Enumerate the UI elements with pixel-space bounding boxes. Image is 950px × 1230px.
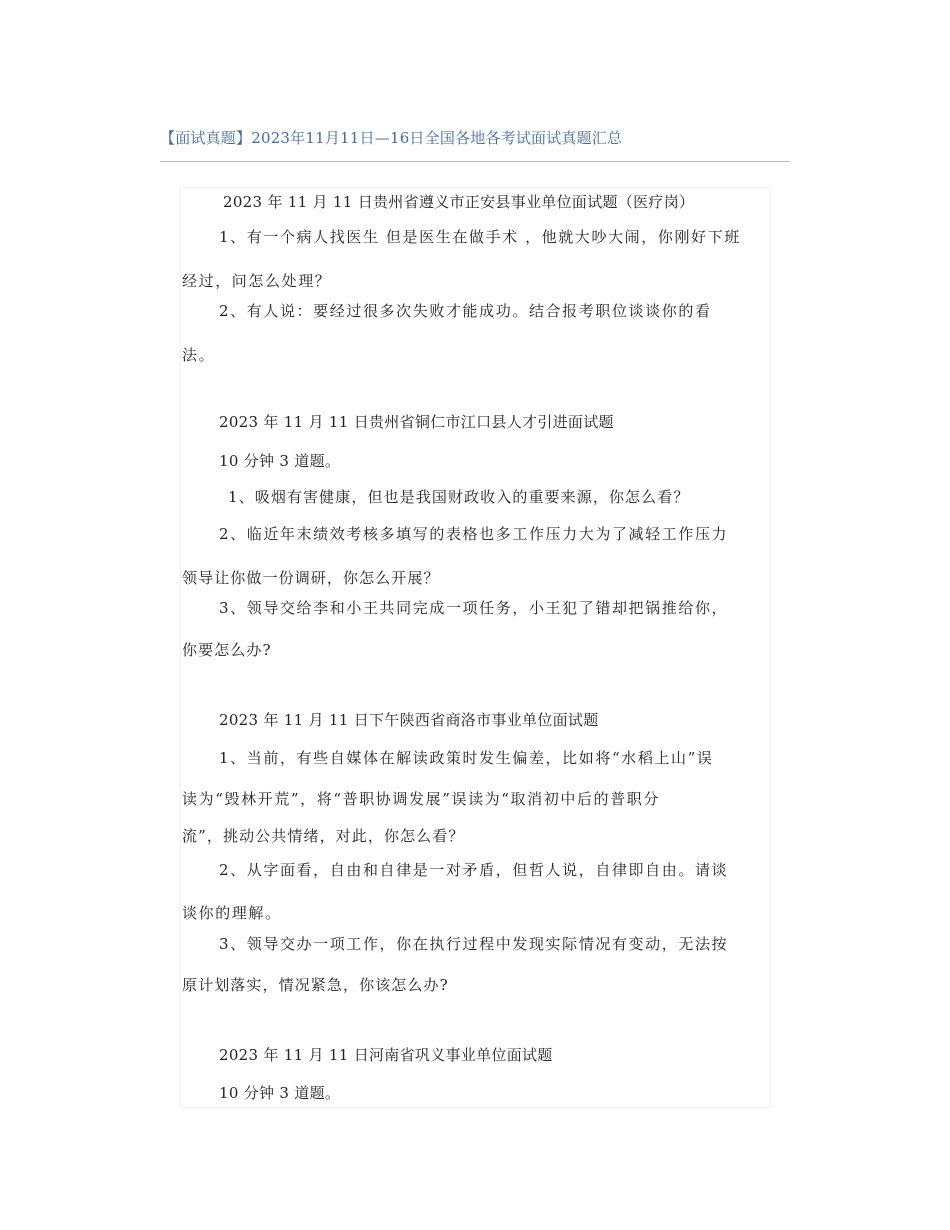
paragraph-line: 1、有一个病人找医生 但是医生在做手术 ，他就大吵大闹，你刚好下班: [219, 228, 741, 246]
paragraph-line: 10 分钟 3 道题。: [219, 1084, 341, 1102]
paragraph-line: 经过，问怎么处理？: [182, 272, 332, 290]
title-divider: [160, 161, 790, 162]
paragraph-line: 流”，挑动公共情绪，对此，你怎么看？: [182, 827, 465, 845]
section-heading: 2023 年 11 月 11 日贵州省遵义市正安县事业单位面试题（医疗岗）: [223, 193, 695, 211]
paragraph-line: 3、领导交给李和小王共同完成一项任务，小王犯了错却把锅推给你，: [219, 599, 729, 617]
paragraph-line: 谈你的理解。: [182, 904, 282, 922]
document-title: 【面试真题】2023年11月11日—16日全国各地各考试面试真题汇总: [160, 129, 623, 147]
paragraph-line: 读为“毁林开荒”，将“普职协调发展”误读为“取消初中后的普职分: [182, 790, 660, 808]
paragraph-line: 1、吸烟有害健康，但也是我国财政收入的重要来源，你怎么看？: [228, 488, 690, 506]
paragraph-line: 你要怎么办?: [182, 641, 272, 659]
paragraph-line: 3、领导交办一项工作，你在执行过程中发现实际情况有变动，无法按: [219, 935, 729, 953]
paragraph-line: 领导让你做一份调研，你怎么开展？: [182, 569, 440, 587]
paragraph-line: 10 分钟 3 道题。: [219, 452, 341, 470]
paragraph-line: 法。: [182, 346, 216, 364]
paragraph-line: 1、当前，有些自媒体在解读政策时发生偏差，比如将“水稻上山”误: [219, 749, 714, 767]
paragraph-line: 2、从字面看，自由和自律是一对矛盾，但哲人说，自律即自由。请谈: [219, 861, 729, 879]
section-heading: 2023 年 11 月 11 日河南省巩义事业单位面试题: [219, 1046, 553, 1064]
paragraph-line: 2、有人说：要经过很多次失败才能成功。结合报考职位谈谈你的看: [219, 302, 712, 320]
paragraph-line: 2、临近年末绩效考核多填写的表格也多工作压力大为了减轻工作压力: [219, 525, 729, 543]
paragraph-line: 原计划落实，情况紧急，你该怎么办?: [182, 976, 449, 994]
section-heading: 2023 年 11 月 11 日下午陕西省商洛市事业单位面试题: [219, 711, 599, 729]
section-heading: 2023 年 11 月 11 日贵州省铜仁市江口县人才引进面试题: [219, 413, 614, 431]
